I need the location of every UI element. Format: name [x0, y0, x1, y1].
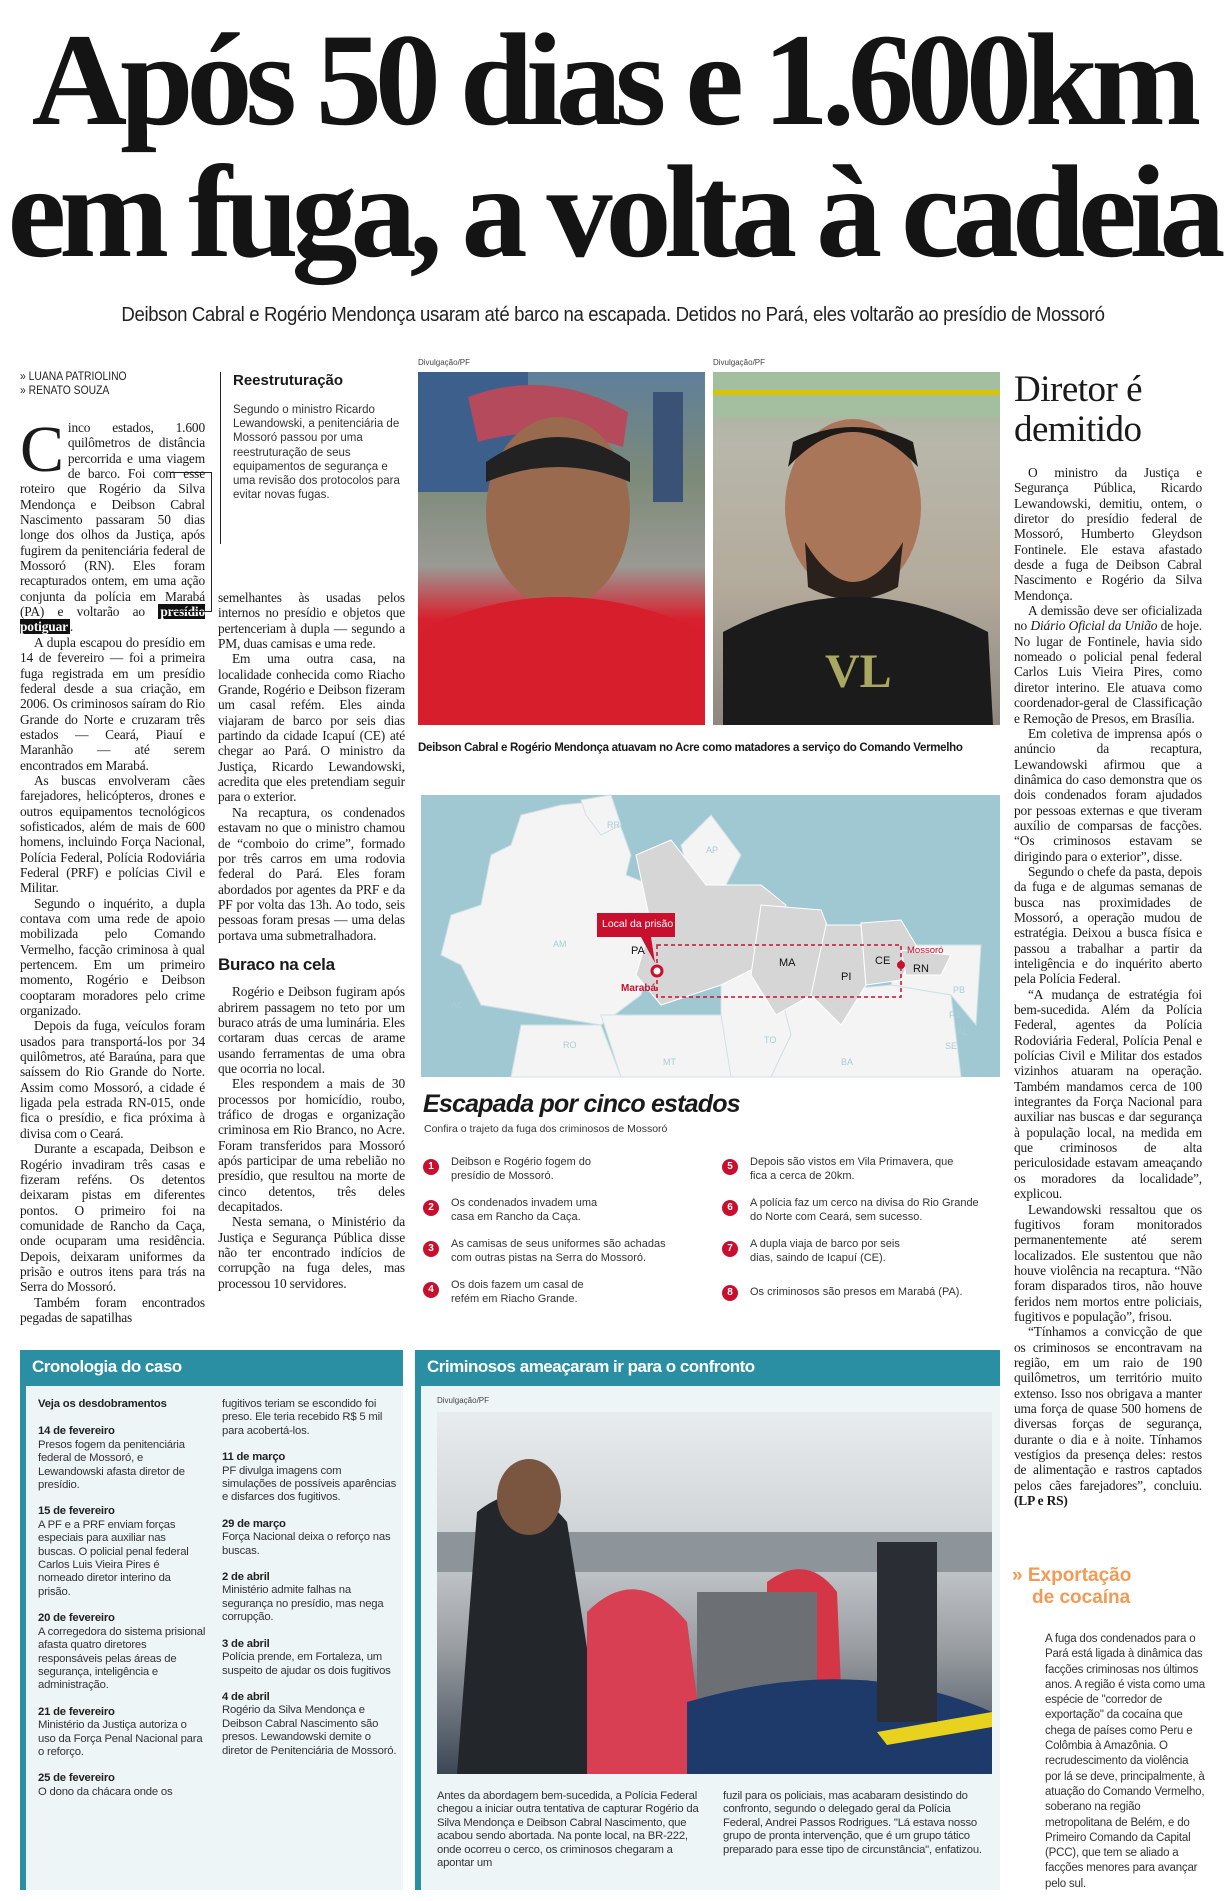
arrest-illustration — [437, 1412, 992, 1774]
photo-caption: Deibson Cabral e Rogério Mendonça atuavam no Acre como matadores a serviço do Comando Vermelho — [418, 742, 963, 754]
paragraph: Lewandowski ressaltou que os fugitivos foram monitorados permanentemente até serem localizados. Ele sustentou que não houve violência na recaptura. “Não foram disparados tiros, não houve feridos nem mortos entre policiais, fugitivos e população”, frisou. — [1014, 1201, 1202, 1324]
paragraph: semelhantes às usadas pelos internos no presídio e objetos que pertenceriam à dupla — segundo a PM, duas camisas e uma rede. — [218, 590, 405, 652]
confronto-text-1: Antes da abordagem bem-sucedida, a Polícia Federal chegou a iniciar outra tentativa de capturar Rogério da Silva Mendonça e Deibson Cabral Nascimento, que acabou sendo abortada. Na ponte local, na BR-222, onde ocorreu o cerco, os criminosos chegaram a apontar um — [437, 1790, 699, 1870]
state-label: BA — [841, 1057, 854, 1067]
headline-line-2: em fuga, a volta à cadeia — [7, 138, 1219, 285]
article-column-1: Cinco estados, 1.600 quilômetros de distância percorrida e uma viagem de barco. Foi com esse roteiro que Rogério da Silva Mendonça e Deibson Cabral Nascimento passaram 50 dias longe dos olhos da Justiça, após fugirem da penitenciária federal de Mossoró (RN). Eles foram recapturados ontem, em uma ação conjunta da polícia em Marabá (PA) e voltarão ao presídio potiguar . A dupla escapou do presídio em 14 de fevereiro — foi a primeira fuga registrada em um presídio federal desde a sua criação, em 2006. Os criminosos saíram do Rio Grande do Norte e cruzaram três estados — Ceará, Piauí e Maranhão — até serem encontrados em Marabá. As buscas envolveram cães farejadores, helicópteros, drones e outros equipamentos tecnológicos sofisticados, além de mais de 600 homens, incluindo Força Nacional, Polícia Federal, Polícia Rodoviária Federal (PRF) e polícias Civil e Militar. Segundo o inquérito, a dupla contava com uma rede de apoio mobilizada pelo Comando Vermelho, facção criminosa à qual pertencem. Em um primeiro momento, Rogério e Deibson cooptaram moradores pelo crime organizado. Depois da fuga, veículos foram usados para transportá-los por 34 quilômetros, até Baraúna, para que saíssem do Rio Grande do Norte. Assim como Mossoró, a cidade é ligada pela estrada RN-015, onde fica o presídio, e fica próxima à divisa com o Ceará. Durante a escapada, Deibson e Rogério invadiram três casas e fizeram reféns. Os detentos deixaram pistas em diferentes pontos. O primeiro foi na comunidade de Rancho da Caça, onde ocuparam uma residência. Depois, deixaram uniformes da prisão e outros itens para trás na Serra do Mossoró. Também foram encontrados pegadas de sapatilhas — [20, 413, 205, 1325]
maraba-label: Marabá — [621, 983, 657, 994]
paragraph: Rogério e Deibson fugiram após abrirem passagem no teto por um buraco atrás de uma luminária. Eles cortaram duas cercas de arame usando ferramentas de uma obra que ocorria no local. — [218, 984, 405, 1076]
paragraph: Segundo o inquérito, a dupla contava com uma rede de apoio mobilizada pelo Comando Vermelho, facção criminosa à qual pertencem. Em um primeiro momento, Rogério e Deibson cooptaram moradores pelo crime organizado. — [20, 895, 205, 1019]
paragraph: O ministro da Justiça e Segurança Pública, Ricardo Lewandowski, demitiu, ontem, o diretor do presídio federal de Mossoró, Humberto Gleydson Fontinele. Ele estava afastado desde a fuga de Deibson Cabral Nascimento e Rogério da Silva Mendonça. — [1014, 465, 1202, 603]
cronologia-intro: Veja os desdobramentos — [38, 1398, 167, 1410]
paragraph: Em coletiva de imprensa após o anúncio da recaptura, Lewandowski afirmou que a dinâmica do caso demonstra que os dois condenados foram ajudados por pessoas externas e que tiveram auxílio de comparsas de facções. “Os criminosos estavam se dirigindo para o exterior”, disse. — [1014, 725, 1202, 864]
route-map — [421, 795, 1000, 1077]
portrait-illustration — [713, 372, 1000, 725]
map-title: Escapada por cinco estados — [423, 1090, 740, 1118]
step-item: 8 Os criminosos são presos em Marabá (PA). — [722, 1279, 1007, 1306]
article-column-2 — [218, 590, 405, 1315]
section-subtitle: Buraco na cela — [218, 954, 335, 974]
sidebar-box — [220, 372, 405, 544]
state-label: AL — [957, 1027, 969, 1037]
paragraph: Eles respondem a mais de 30 processos por homicídio, roubo, tráfico de drogas e organização criminosa em Rio Branco, no Acre. Foram transferidos para Mossoró após participar de uma rebelião no presídio, que resultou na morte de cinco detentos, três deles decapitados. — [218, 1076, 405, 1215]
headline-line-1: Após 50 dias e 1.600km — [31, 6, 1195, 153]
state-label: SE — [945, 1041, 958, 1051]
right-title: Diretor é demitido — [1014, 369, 1143, 450]
sidebar-title: Reestruturação — [233, 372, 344, 389]
map-subtitle: Confira o trajeto da fuga dos criminosos de Mossoró — [424, 1123, 668, 1135]
article-right-column — [1014, 465, 1202, 1535]
photo-credit: Divulgação/PF — [437, 1396, 490, 1405]
paragraph: A dupla escapou do presídio em 14 de fevereiro — foi a primeira fuga registrada em um presídio federal desde a sua criação, em 2006. Os criminosos saíram do Rio Grande do Norte e cruzaram três estados — Ceará, Piauí e Maranhão — até serem encontrados em Marabá. — [20, 634, 205, 773]
photo-credit: Divulgação/PF — [713, 358, 766, 367]
paragraph: “Tínhamos a convicção de que os criminosos se encontravam na região, em um raio de 190 quilômetros, um território muito extenso. Isso nos obrigava a manter uma força de quase 500 homens de diversas forças de segurança, durante o dia e à noite. Tínhamos vestígios da presença deles: restos de alimentação e rastros captados pelos cães farejadores”, concluiu. (LP e RS) — [1014, 1324, 1202, 1509]
state-label: MA — [779, 957, 796, 969]
state-label: TO — [764, 1035, 777, 1045]
step-item: 2 Os condenados invadem uma casa em Rancho da Caça. — [423, 1197, 713, 1224]
photo-rogerio — [713, 372, 1000, 725]
byline: » LUANA PATRIOLINO — [20, 371, 127, 383]
state-label: MT — [663, 1057, 676, 1067]
byline: » RENATO SOUZA — [20, 385, 110, 397]
confronto-text-2: fuzil para os policiais, mas acabaram desistindo do confronto, segundo o delegado geral da Polícia Federal, Andrei Passos Rodrigues. "Lá estava nosso grupo de pronta intervenção, que é um grupo tático preparado para esse tipo de circunstância", enfatizou. — [723, 1790, 982, 1856]
timeline-event: 4 de abril Rogério da Silva Mendonça e Deibson Cabral Nascimento são presos. Lewandowski demite o diretor de Penitenciária de Mossoró. — [222, 1690, 397, 1757]
timeline-event: 2 de abril Ministério admite falhas na segurança no presídio, mas nega corrupção. — [222, 1571, 384, 1624]
connector-line — [170, 472, 212, 612]
step-item: 3 As camisas de seus uniformes são achadas com outras pistas na Serra do Mossoró. — [423, 1238, 713, 1265]
timeline-event: 11 de março PF divulga imagens com simulações de possíveis aparências e disfarces dos fugitivos. — [222, 1451, 397, 1504]
bylines — [20, 370, 210, 398]
confronto-title: Criminosos ameaçaram ir para o confronto — [415, 1350, 1000, 1386]
step-item: 7 A dupla viaja de barco por seis dias, saindo de Icapuí (CE). — [722, 1238, 1007, 1265]
paragraph: Também foram encontrados pegadas de sapatilhas — [20, 1294, 205, 1325]
state-ro — [511, 1025, 621, 1077]
state-label: CE — [875, 955, 891, 967]
state-label: PI — [841, 971, 852, 983]
svg-text:VL: VL — [825, 645, 892, 698]
state-label: RN — [913, 963, 929, 975]
cronologia-title: Cronologia do caso — [20, 1350, 403, 1386]
steps-right — [722, 1156, 1007, 1320]
paragraph: “A mudança de estratégia foi bem-sucedida. Além da Polícia Federal, agentes da Polícia Rodoviária Federal, Polícia Penal e polícias Civil e Militar dos estados vizinhos atuaram na operação. Também mandamos cerca de 100 integrantes da Força Nacional para auxiliar nas buscas e dar segurança à população local, na medida em que criminosos de alta periculosidade estavam ameaçando os moradores da localidade”, explicou. — [1014, 986, 1202, 1202]
paragraph: As buscas envolveram cães farejadores, helicópteros, drones e outros equipamentos tecnológicos sofisticados, além de mais de 600 homens, incluindo Força Nacional, Polícia Federal, Polícia Rodoviária Federal (PRF) e polícias Civil e Militar. — [20, 772, 205, 896]
paragraph: Durante a escapada, Deibson e Rogério invadiram três casas e fizeram reféns. Os detentos deixaram pistas em diferentes pontos. O primeiro foi na comunidade de Rancho da Caça, onde ocuparam uma residência. Depois, deixaram uniformes da prisão e outros itens para trás na Serra do Mossoró. — [20, 1141, 205, 1295]
timeline-event: 14 de fevereiro Presos fogem da penitenciária federal de Mossoró, e Lewandowski afasta diretor de presídio. — [38, 1425, 185, 1492]
marker-maraba — [652, 966, 662, 976]
timeline-event: 21 de fevereiro Ministério da Justiça autoriza o uso da Força Penal Nacional para o reforço. — [38, 1705, 203, 1758]
paragraph: Depois da fuga, veículos foram usados para transportá-los por 34 quilômetros, até Baraúna, para que saíssem do Rio Grande do Norte. Assim como Mossoró, a cidade é ligada pela estrada RN-015, onde fica o presídio, e fica próxima à divisa com o Ceará. — [20, 1018, 205, 1141]
state-label: RR — [607, 820, 620, 830]
timeline-event: 29 de março Força Nacional deixa o reforço nas buscas. — [222, 1517, 391, 1557]
paragraph: A demissão deve ser oficializada no Diário Oficial da União de hoje. No lugar de Fontinele, havia sido nomeado o policial penal federal Carlos Luis Vieira Pires, como diretor interino. Ele atuava como coordenador-geral de Classificação e Remoção de Presos, em Brasília. — [1014, 603, 1202, 726]
state-label: RO — [563, 1040, 577, 1050]
subheadline: Deibson Cabral e Rogério Mendonça usaram até barco na escapada. Detidos no Pará, eles voltarão ao presídio de Mossoró — [121, 304, 1105, 326]
exportacao-title: » Exportação de cocaína — [1012, 1565, 1132, 1608]
highlight-link: presídio potiguar — [20, 604, 205, 635]
photo-arrest — [437, 1412, 992, 1774]
state-label: AM — [553, 939, 567, 949]
state-label: PA — [631, 945, 645, 957]
paragraph: Nesta semana, o Ministério da Justiça e Segurança Pública disse não ter encontrado indícios de corrupção na fuga deles, mas processou 10 servidores. — [218, 1214, 405, 1291]
steps-left — [423, 1156, 713, 1320]
photo-deibson — [418, 372, 705, 725]
marker-mossoro — [897, 961, 905, 969]
step-item: 6 A polícia faz um cerco na divisa do Rio Grande do Norte com Ceará, sem sucesso. — [722, 1197, 1007, 1224]
state-label: PB — [953, 985, 966, 995]
paragraph: Segundo o chefe da pasta, depois da fuga e de algumas semanas de busca nas proximidades de Mossoró, a operação mudou de estratégia. Deixou a busca física e passou a trabalhar a partir da inteligência e do inquérito aberto pela Polícia Federal. — [1014, 863, 1202, 987]
mossoro-label: Mossoró — [907, 945, 944, 956]
timeline-event: 15 de fevereiro A PF e a PRF enviam forças especiais para auxiliar nas buscas. O policial penal federal Carlos Luis Vieira Pires é nomeado diretor interino da prisão. — [38, 1505, 189, 1598]
step-item: 4 Os dois fazem um casal de refém em Riacho Grande. — [423, 1279, 713, 1306]
confronto-box — [415, 1350, 1000, 1890]
paragraph: Em uma outra casa, na localidade conhecida como Riacho Grande, Rogério e Deibson fizeram um casal refém. Eles ainda viajaram de barco por seis dias partindo da cidade Icapuí (CE) até chegar ao Pará. O ministro da Justiça, Ricardo Lewandowski, acredita que eles pretendiam seguir para o exterior. — [218, 651, 405, 805]
state-label: PB — [949, 1010, 962, 1020]
timeline-event: 3 de abril Polícia prende, em Fortaleza, um suspeito de ajudar os dois fugitivos — [222, 1637, 391, 1677]
state-label: AC — [451, 1000, 464, 1010]
photo-credit: Divulgação/PF — [418, 358, 471, 367]
step-item: 1 Deibson e Rogério fogem do presídio de Mossoró. — [423, 1156, 713, 1183]
portrait-illustration — [418, 372, 705, 725]
timeline-event: 25 de fevereiro O dono da chácara onde os — [38, 1772, 173, 1798]
timeline-event: 20 de fevereiro A corregedora do sistema prisional afasta quatro diretores responsáveis pelas áreas de segurança, inteligência e administração. — [38, 1612, 206, 1692]
step-item: 5 Depois são vistos em Vila Primavera, que fica a cerca de 20km. — [722, 1156, 1007, 1183]
exportacao-text: A fuga dos condenados para o Pará está ligada à dinâmica das facções criminosas nos últimos anos. A região é vista como uma espécie de "corredor de exportação" da cocaína que chega de países como Peru e Colômbia à Amazônia. O recrudescimento da violência por lá se deve, principalmente, à atuação do Comando Vermelho, soberano na região metropolitana de Belém, e do Primeiro Comando da Capital (PCC), que tem se aliado a facções menores para avançar pelo sul. — [1045, 1633, 1206, 1890]
state-label: AP — [706, 845, 719, 855]
state-mt — [601, 1015, 741, 1077]
cronologia-box: Cronologia do caso Veja os desdobramentos 14 de fevereiro Presos fogem da penitenciária federal de Mossoró, e Lewandowski afasta diretor de presídio. 15 de fevereiro A PF e a PRF enviam forças especiais para auxiliar nas buscas. O policial penal federal Carlos Luis Vieira Pires é nomeado diretor interino da prisão. 20 de fevereiro A corregedora do sistema prisional afasta quatro diretores responsáveis pelas áreas de segurança, inteligência e administração. 21 de fevereiro Ministério da Justiça autoriza o uso da Força Penal Nacional para o reforço. 25 de fevereiro O dono da chácara onde os fugitivos teriam se escondido foi preso. Ele teria recebido R$ 5 mil para acobertá-los. 11 de março PF divulga imagens com simulações de possíveis aparências e disfarces dos fugitivos. 29 de março Força Nacional deixa o reforço nas buscas. 2 de abril Ministério admite falhas na segurança no presídio, mas nega corrupção. 3 de abril Polícia prende, em Fortaleza, um suspeito de ajudar os dois fugitivos 4 de abril Rogério da Silva Mendonça e Deibson Cabral Nascimento são presos. Lewandowski demite o diretor de Penitenciária de Mossoró. — [20, 1350, 403, 1890]
sidebar-text: Segundo o ministro Ricardo Lewandowski, a penitenciária de Mossoró passou por uma reestruturação de seus equipamentos de segurança e uma revisão dos protocolos para evitar novas fugas. — [233, 404, 400, 502]
map-svg — [421, 795, 1000, 1077]
drop-cap: C — [20, 413, 64, 486]
paragraph: Na recaptura, os condenados estavam no que o ministro chamou de “comboio do crime”, formado por três carros em uma rodovia federal do Pará. Eles foram abordados por agentes da PRF e da PF por volta das 13h. Ao todo, seis pessoas foram presas — uma delas portava uma submetralhadora. — [218, 804, 405, 943]
callout-label: Local da prisão — [602, 918, 674, 930]
